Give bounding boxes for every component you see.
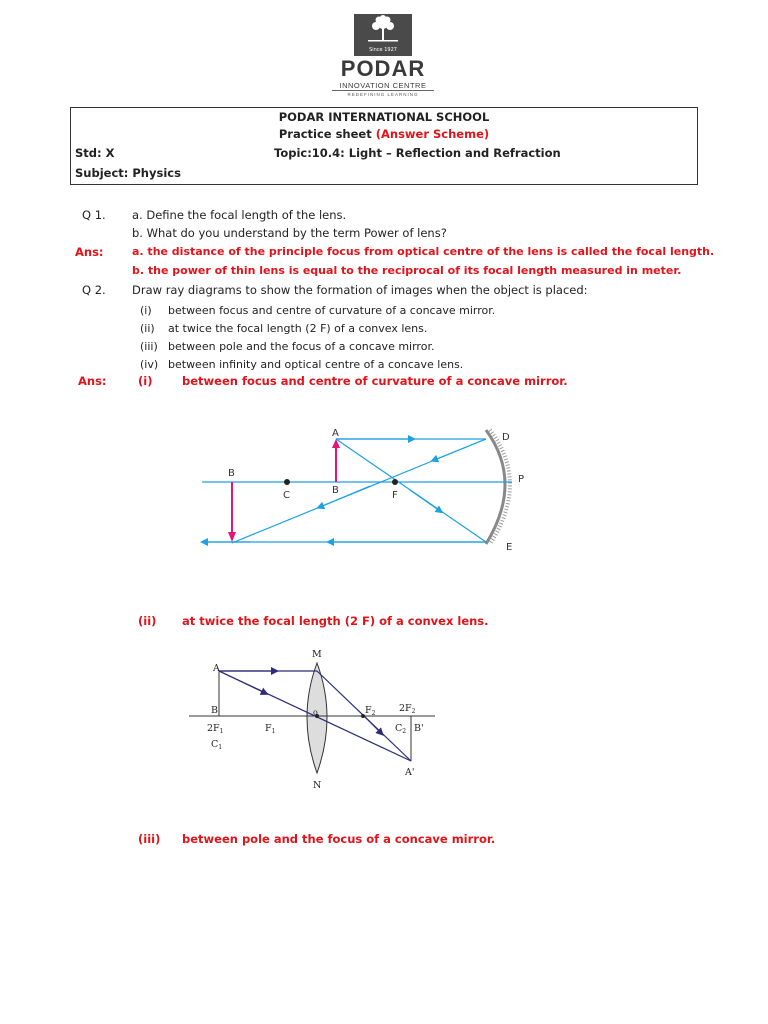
label-2f1: $2F_1$ [207,723,224,735]
q1-part-a: a. Define the focal length of the lens. [132,208,347,222]
label-f: F [392,490,398,501]
label-f2: $F_2$ [365,705,376,717]
label-n: N [313,780,322,791]
sheet-suffix: (Answer Scheme) [375,127,490,141]
label-c1: $C_1$ [211,739,223,751]
point-f [392,479,398,485]
label-b: B [211,705,218,716]
label-d: D [502,432,510,443]
q2-item-text: between infinity and optical centre of a concave lens. [168,358,464,371]
mirror-arc [486,430,505,544]
q2-ans-ii-text: at twice the focal length (2 F) of a convex lens. [182,614,489,628]
ray-through-centre-arrow [219,671,265,693]
q2-item [140,302,495,320]
q2-text: Draw ray diagrams to show the formation of images when the object is placed: [132,283,588,297]
label-f1: $F_1$ [265,723,276,735]
sheet-title [0,127,768,141]
q2-item-num: (ii) [140,322,155,335]
label-b-prime: B' [414,723,424,734]
q2-item-text: at twice the focal length (2 F) of a convex lens. [168,322,428,335]
label-c: C [283,490,290,501]
label-2f2: $2F_2$ [399,703,416,715]
q1-ans-b: b. the power of thin lens is equal to the reciprocal of its focal length measured in meter. [132,264,682,277]
brand-subtitle: INNOVATION CENTRE [339,81,427,90]
q2-item [140,338,495,356]
brand-tagline: REDEFINING LEARNING [347,92,419,97]
q2-item-num: (i) [140,304,152,317]
std-label: Std: X [75,146,115,160]
q1-ans-a: a. the distance of the principle focus from optical centre of the lens is called the focal length. [132,245,715,258]
school-logo [318,14,448,102]
q2-number: Q 2. [82,283,106,297]
q2-item-list [140,302,495,374]
q2-item-num: (iii) [140,340,158,353]
label-a: A [213,663,220,674]
mirror-hatch [490,430,510,544]
concave-mirror-diagram [190,420,530,570]
label-o: o [313,708,318,717]
q2-ans-iii-text: between pole and the focus of a concave mirror. [182,832,496,846]
ray-through-focus-arrow [410,490,440,511]
label-p: P [518,474,525,485]
label-b-image: B [228,468,235,479]
q2-ans-ii-num: (ii) [138,614,157,628]
topic-label: Topic:10.4: Light – Reflection and Refraction [274,146,561,160]
divider [332,90,434,91]
label-a-prime: A' [405,767,415,778]
label-c2: $C_2$ [395,723,407,735]
sheet-prefix: Practice sheet [278,127,372,141]
since-text: Since 1927 [369,47,397,53]
q1-number: Q 1. [82,208,106,222]
q2-item [140,320,495,338]
q2-item-num: (iv) [140,358,159,371]
q2-item [140,356,495,374]
point-c [284,479,290,485]
q2-item-text: between pole and the focus of a concave mirror. [168,340,435,353]
label-b-object: B [332,485,339,496]
q2-ans-iii-num: (iii) [138,832,161,846]
label-a: A [332,428,339,439]
subject-label: Subject: Physics [75,166,181,180]
image-arrowhead [228,532,236,542]
ray-reflected-1-arrow2 [320,486,370,507]
school-name: PODAR INTERNATIONAL SCHOOL [278,110,490,124]
label-e: E [506,542,513,553]
brand-name: PODAR [340,56,426,81]
q1-part-b: b. What do you understand by the term Power of lens? [132,226,447,240]
q1-ans-label: Ans: [75,245,104,259]
ray-reflected-1-arrow [434,439,486,460]
convex-lens-diagram [185,645,445,795]
ray-refracted-arrow [365,717,381,733]
q2-ans-i-text: between focus and centre of curvature of a concave mirror. [182,374,568,388]
q2-ans-i-num: (i) [138,374,153,388]
label-m: M [312,649,322,660]
q2-ans-label: Ans: [78,374,107,388]
q2-item-text: between focus and centre of curvature of a concave mirror. [168,304,496,317]
